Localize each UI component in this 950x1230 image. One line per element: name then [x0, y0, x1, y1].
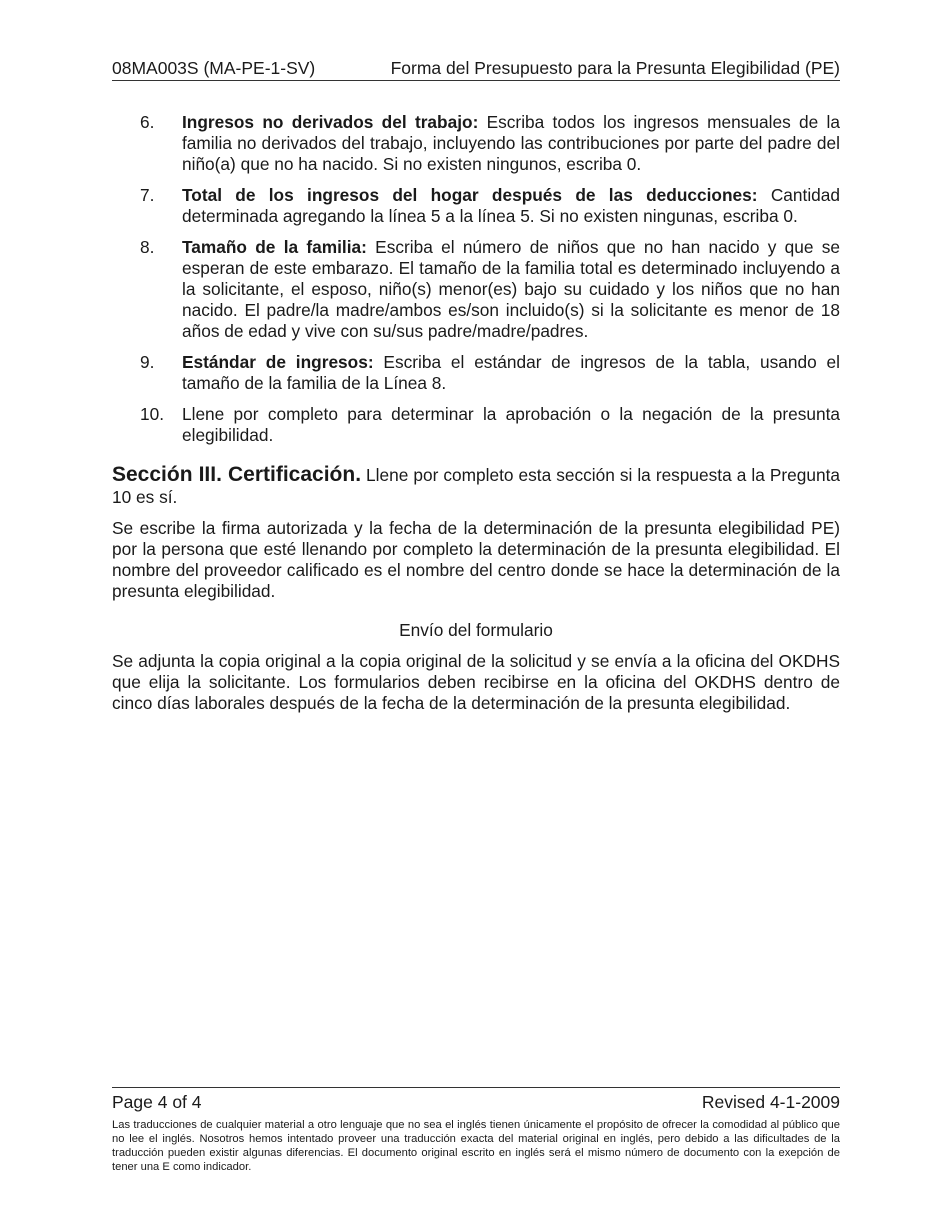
list-item [112, 404, 840, 446]
list-item [112, 352, 840, 394]
section-3-paragraph: Se escribe la firma autorizada y la fecha de la determinación de la presunta elegibilidad PE) por la persona que esté llenando por completo la determinación de la presunta elegibilidad. El nombre del proveedor calificado es el nombre del centro donde se hace la determinación de la presunta elegibilidad. [112, 518, 840, 601]
item-label: Tamaño de la familia: [182, 237, 367, 257]
item-number: 9. [140, 352, 155, 372]
item-number: 8. [140, 237, 155, 257]
page-number: Page 4 of 4 [112, 1092, 202, 1112]
item-text: Escriba el estándar de ingresos de la tabla, usando el tamaño de la familia de la Línea 8. [182, 352, 840, 393]
item-label: Ingresos no derivados del trabajo: [182, 112, 479, 132]
section-intro: Llene por completo esta sección si la respuesta a la Pregunta 10 es sí. [112, 465, 840, 507]
item-text: Llene por completo para determinar la aprobación o la negación de la presunta elegibilidad. [182, 404, 840, 445]
item-text: Escriba todos los ingresos mensuales de la familia no derivados del trabajo, incluyendo las contribuciones por parte del padre del niño(a) que no ha nacido. Si no existen ningunos, escriba 0. [182, 112, 840, 174]
list-item [112, 185, 840, 227]
section-3-title [112, 464, 840, 508]
translation-disclaimer: Las traducciones de cualquier material a otro lenguaje que no sea el inglés tienen únicamente el propósito de ofrecer la comodidad al público que no lee el inglés. Nosotros hemos intentado proveer una traducción exacta del material original en inglés, pero debido a las dificultades de la traducción pueden existir algunas diferencias. El documento original escrito en inglés será el mismo número de documento con la exepción de tener una E como indicador. [112, 1119, 840, 1173]
item-number: 10. [140, 404, 165, 424]
list-item [112, 237, 840, 342]
envio-heading: Envío del formulario [399, 620, 553, 640]
page-header [112, 56, 840, 81]
page-content [112, 112, 840, 714]
list-item [112, 112, 840, 175]
form-code: 08MA003S (MA-PE-1-SV) [112, 58, 316, 78]
item-label: Estándar de ingresos: [182, 352, 374, 372]
item-number: 7. [140, 185, 155, 205]
page-footer [112, 1087, 840, 1174]
revision-date: Revised 4-1-2009 [701, 1092, 840, 1112]
form-title: Forma del Presupuesto para la Presunta Elegibilidad (PE) [390, 58, 840, 78]
item-text: Cantidad determinada agregando la línea 5 a la línea 5. Si no existen ningunas, escriba 0. [182, 185, 840, 226]
item-number: 6. [140, 112, 155, 132]
section-heading: Sección III. Certificación. [112, 463, 362, 486]
item-text: Escriba el número de niños que no han nacido y que se esperan de este embarazo. El tamaño de la familia total es determinado incluyendo a la solicitante, el esposo, niño(s) menor(es) bajo su cuidado y los niños que no han nacido. El padre/la madre/ambos es/son incluido(s) si la solicitante es menor de 18 años de edad y vive con su/sus padre/madre/padres. [182, 237, 840, 341]
envio-paragraph: Se adjunta la copia original a la copia original de la solicitud y se envía a la oficina del OKDHS que elija la solicitante. Los formularios deben recibirse en la oficina del OKDHS dentro de cinco días laborales después de la fecha de la determinación de la presunta elegibilidad. [112, 651, 840, 713]
item-label: Total de los ingresos del hogar después de las deducciones: [182, 185, 758, 205]
instruction-list [112, 112, 840, 446]
